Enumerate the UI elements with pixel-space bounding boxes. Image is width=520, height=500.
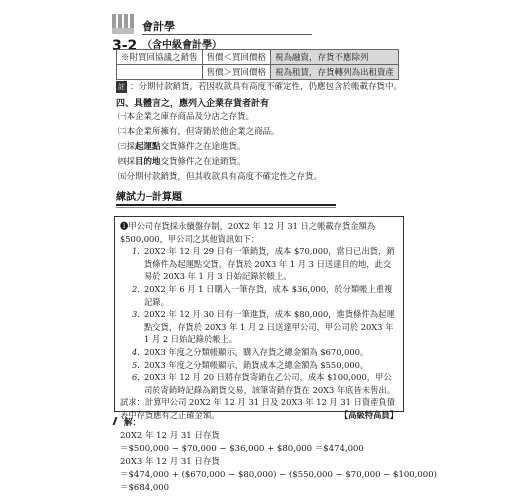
problem-intro: ❶甲公司存貨採永續盤存制，20X2 年 12 月 31 日之帳載存貨金額為 $500,000，甲公司之其他資訊如下： xyxy=(120,221,376,244)
problem-box xyxy=(114,216,404,420)
answer xyxy=(114,417,437,495)
list-item: 2. 20X2 年 6 月 1 日購入一筆存貨，成本 $36,000，於分類帳上重複記錄。 xyxy=(132,283,393,307)
answer-label: 解： xyxy=(124,418,142,428)
list-item: 6. 20X3 年 12 月 20 日將存貨寄銷在乙公司，成本 $100,000，甲公司於寄銷時記錄為銷貨交易，該筆寄銷存貨在 20X3 年底皆未售出。 xyxy=(132,372,396,395)
exercise-rule-thin xyxy=(116,207,336,208)
table-cell xyxy=(117,65,203,80)
problem-list xyxy=(132,245,398,396)
problem-source: 【高級特高員】 xyxy=(339,409,398,420)
note-tag: 註 xyxy=(118,83,125,91)
list-item: ㈠本企業之庫存商品及分店之存貨。 xyxy=(118,112,255,122)
pen-icon xyxy=(113,417,124,425)
list-item: 5. 20X3 年度之分類帳顯示，銷貨成本之總金額為 $550,000。 xyxy=(132,359,369,370)
note-text: ：分期付款銷貨，若因收款具有高度不確定性，仍應包含於帳載存貨中。 xyxy=(130,82,403,92)
subject-subtitle: （含中級會計學） xyxy=(142,40,222,51)
list-item: 1. 20X2 年 12 月 29 日有一筆銷貨，成本 $70,000，當日已出貨，銷貨條件為起運點交貨，存貨於 20X3 年 1 月 3 日送達目的地，此交易於 20X3 年 1 月 3 日始記錄於帳上。 xyxy=(132,246,395,282)
answer-line: ＝$684,000 xyxy=(120,483,170,493)
exercise-rule xyxy=(116,204,336,206)
header-rule xyxy=(142,34,312,35)
list-item: ㈣採目的地交貨條件之在途銷貨。 xyxy=(118,157,246,167)
table-cell: 售價＞買回價格 xyxy=(202,65,271,80)
chapter-number: 3-2 xyxy=(112,38,138,54)
list-item: ㈤分期付款銷貨，但其收款具有高度不確定性之存貨。 xyxy=(118,172,323,182)
header-decoration xyxy=(112,14,134,28)
answer-line: 20X3 年 12 月 31 日存貨 xyxy=(120,457,220,467)
list-item: ㈢採起運點交貨條件之在途進貨。 xyxy=(118,142,246,152)
table-row xyxy=(117,50,399,65)
note xyxy=(116,80,402,93)
subject-title: 會計學 xyxy=(142,20,175,33)
list-item: ㈡本企業所擁有，但寄銷於他企業之商品。 xyxy=(118,127,280,137)
problem-question: 試求：計算甲公司 20X2 年 12 月 31 日及 20X3 年 12 月 31 日資產負債表中存貨應有之正確金額。 【高級特高員】 xyxy=(120,397,398,420)
header-decoration-bar xyxy=(112,28,134,34)
section-title: 四、具體言之，應列入企業存貨者計有 xyxy=(116,99,270,109)
table-row xyxy=(117,65,399,80)
answer-line: ＝$500,000 − $70,000 − $36,000 + $80,000 ＝$474,000 xyxy=(120,444,364,454)
answer-line: ＝$474,000 + ($670,000 − $80,000) − ($550,000 − $70,000 − $100,000) xyxy=(120,470,437,480)
answer-line: 20X2 年 12 月 31 日存貨 xyxy=(120,431,220,441)
exercise-heading: 練試力─計算題 xyxy=(116,192,183,203)
table-cell: 視為融資，存貨不應除列 xyxy=(271,50,399,65)
page-header xyxy=(112,14,312,54)
repurchase-table xyxy=(116,49,399,80)
table-cell: 視為租賃，存貨轉列為出租資產 xyxy=(271,65,399,80)
list-item: 4. 20X3 年度之分類帳顯示，購入存貨之總金額為 $670,000。 xyxy=(132,346,369,357)
inventory-list xyxy=(118,110,322,185)
problem-marker: ❶ xyxy=(120,221,129,231)
list-item: 3. 20X2 年 12 月 30 日有一筆進貨，成本 $80,000，進貨條件為起運點交貨，存貨於 20X3 年 1 月 2 日送達甲公司，甲公司於 20X3 年 1 月 2 日始記錄於帳上。 xyxy=(132,309,395,345)
table-cell: ※附買回協議之銷售 xyxy=(117,50,203,65)
table-cell: 售價＜買回價格 xyxy=(202,50,271,65)
